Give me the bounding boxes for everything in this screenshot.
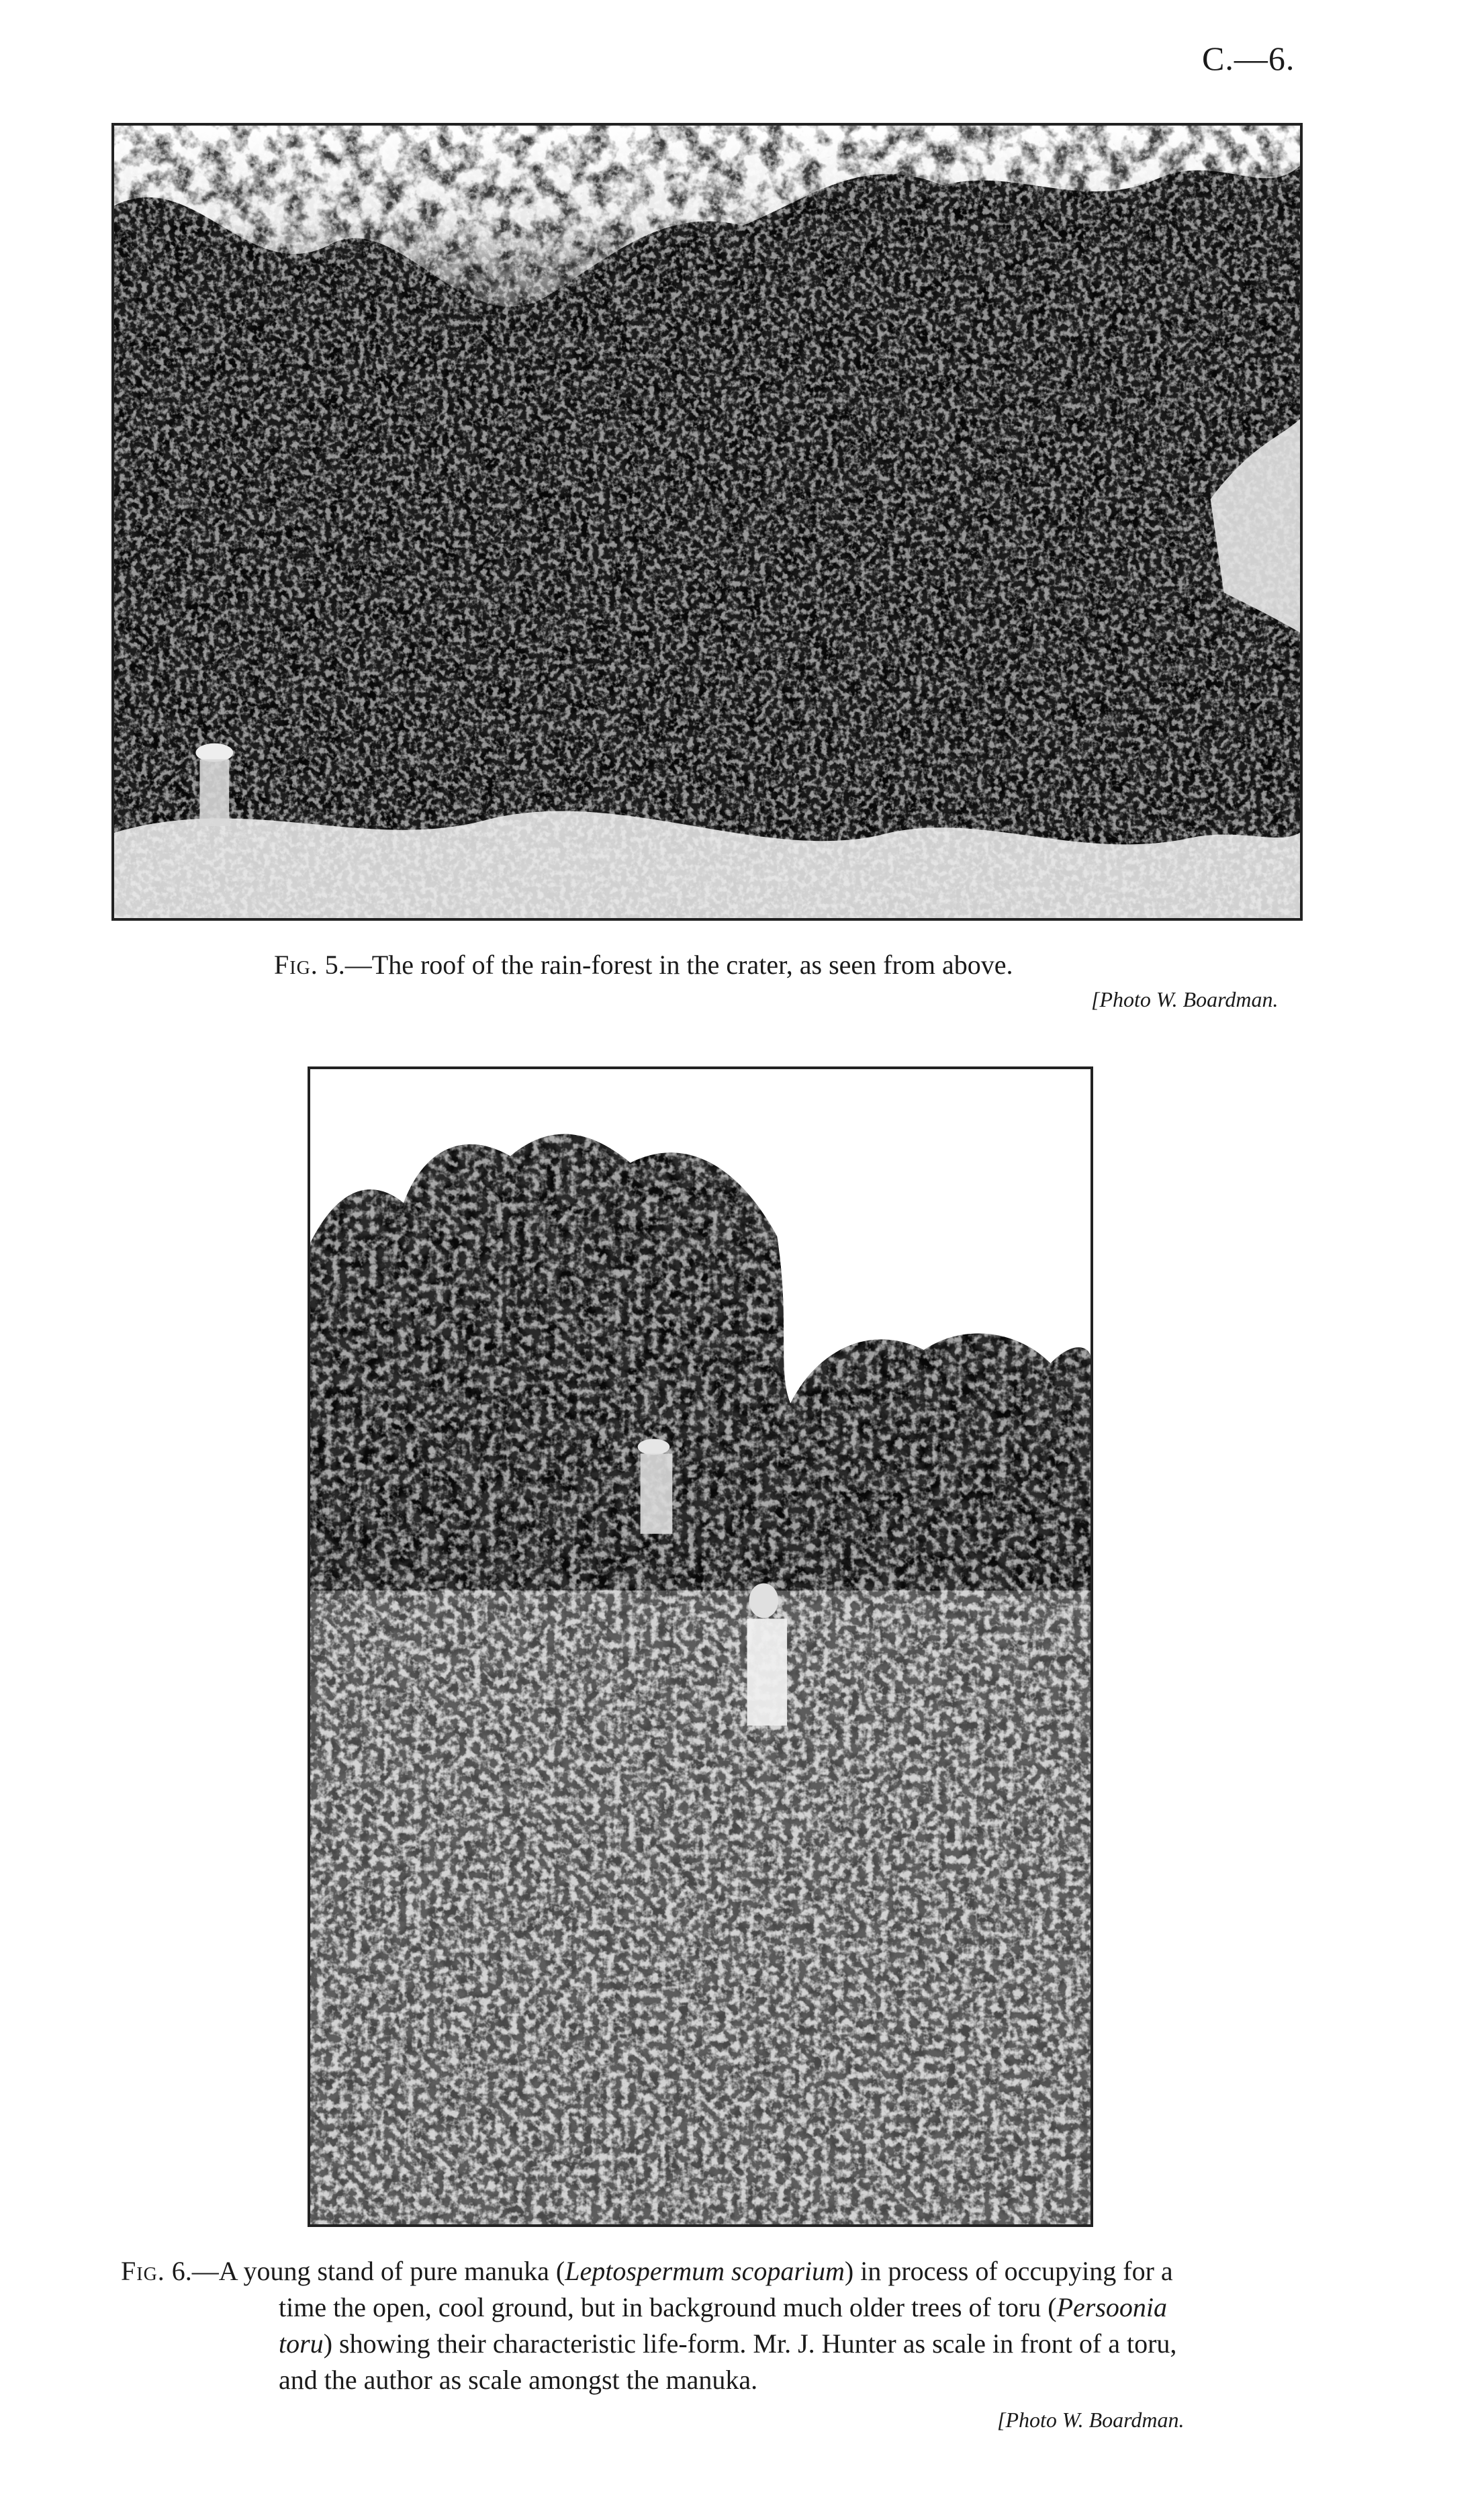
fig6-text-1b: ) in process of occupying for a — [844, 2256, 1173, 2286]
fig6-species-toru: toru — [279, 2328, 324, 2359]
fig5-caption-text: 5.—The roof of the rain-forest in the crater, as seen from above. — [324, 950, 1013, 980]
fig6-caption — [121, 2253, 1289, 2398]
fig5-photograph — [111, 123, 1303, 921]
page-reference: C.—6. — [1202, 40, 1295, 77]
fig6-caption-line-2 — [121, 2289, 1289, 2326]
fig6-photograph — [308, 1066, 1093, 2227]
fig6-caption-line-4: and the author as scale amongst the manuka. — [279, 2365, 758, 2395]
fig5-label: Fig. — [274, 950, 318, 980]
fig6-caption-line-3 — [121, 2326, 1289, 2362]
fig5-photo-credit: [Photo W. Boardman. — [1091, 987, 1279, 1011]
fig6-species-leptospermum: Leptospermum scoparium — [565, 2256, 845, 2286]
fig5-caption — [274, 947, 1281, 983]
fig6-text-1a: 6.—A young stand of pure manuka ( — [171, 2256, 565, 2286]
fig6-label: Fig. — [121, 2256, 165, 2286]
fig6-text-3b: ) showing their characteristic life-form. Mr. J. Hunter as scale in front of a toru, — [323, 2328, 1177, 2359]
fig6-text-2a: time the open, cool ground, but in background much older trees of toru ( — [279, 2292, 1057, 2322]
fig6-photo-credit: [Photo W. Boardman. — [997, 2408, 1185, 2432]
fig6-species-persoonia: Persoonia — [1056, 2292, 1168, 2322]
rain-forest-canopy-image — [114, 126, 1300, 918]
manuka-stand-image — [310, 1069, 1091, 2224]
fig6-caption-line-1 — [121, 2253, 1289, 2289]
